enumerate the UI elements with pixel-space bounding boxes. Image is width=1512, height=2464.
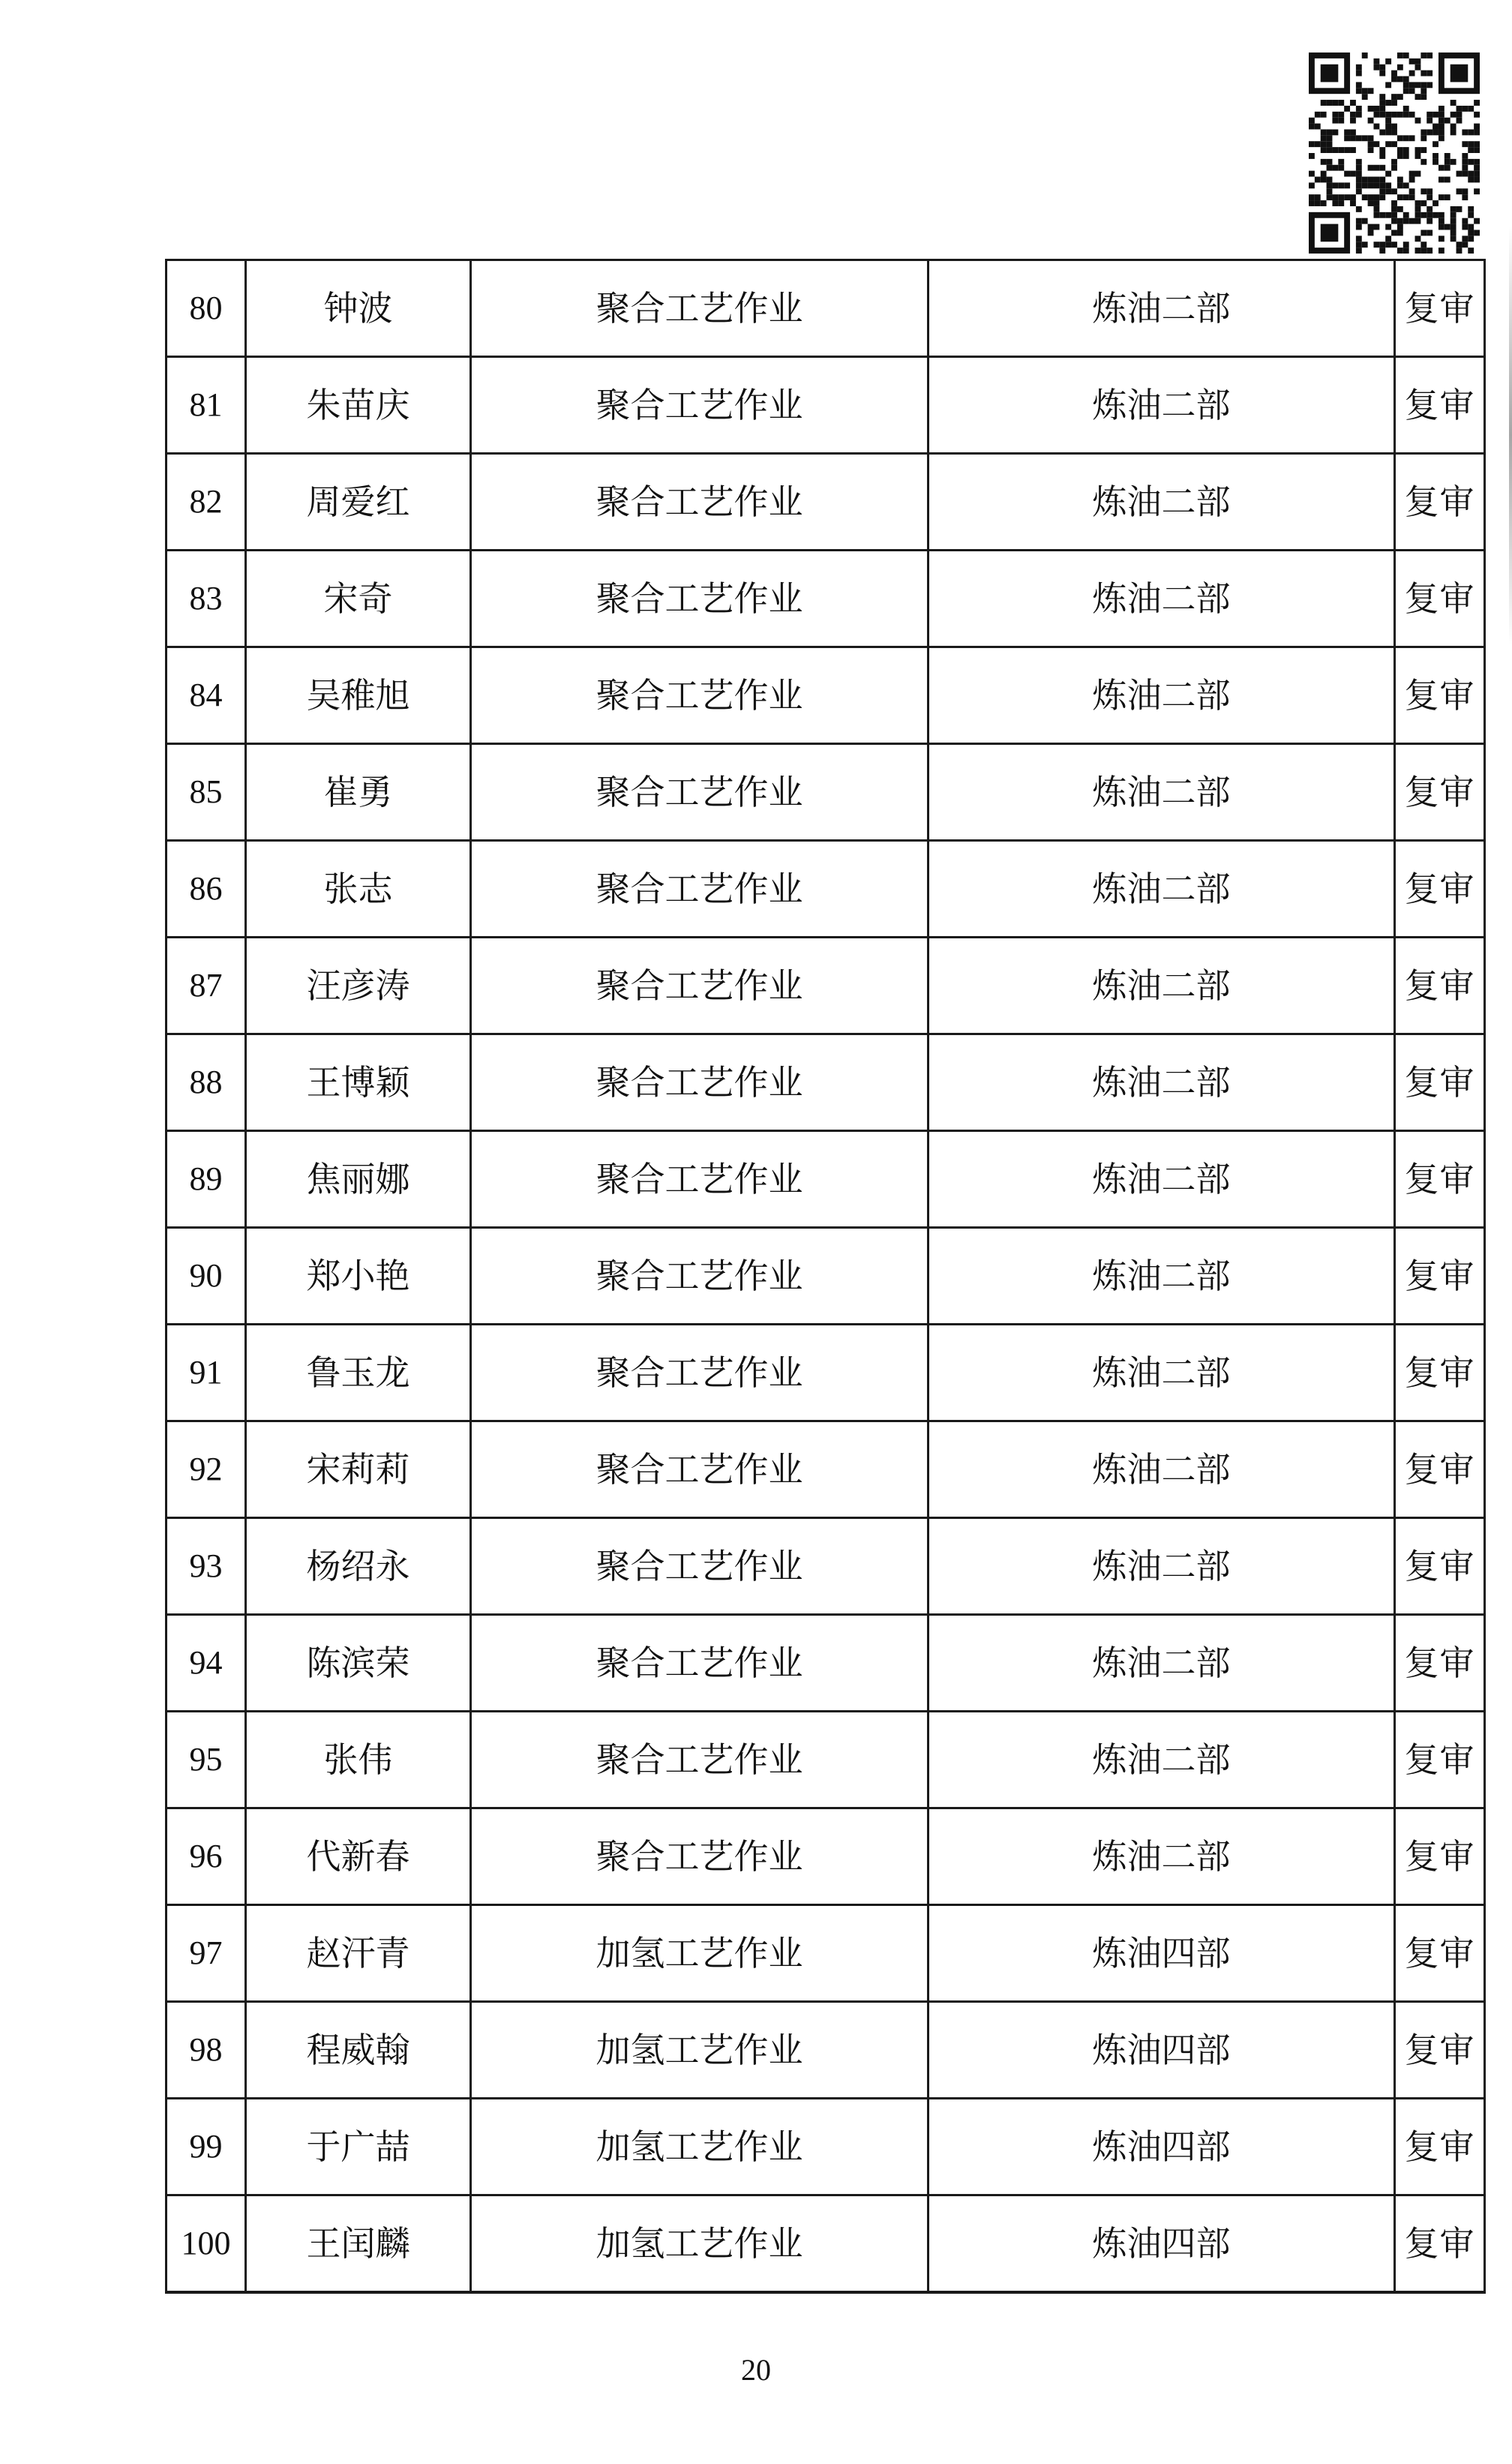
row-number-cell: 89: [166, 1131, 246, 1228]
person-name-cell: 周爱红: [246, 454, 471, 551]
work-type-cell: 聚合工艺作业: [471, 454, 928, 551]
row-number-cell: 81: [166, 357, 246, 454]
row-number-cell: 97: [166, 1905, 246, 2002]
department-cell: 炼油二部: [928, 1615, 1395, 1712]
person-name-cell: 王博颖: [246, 1034, 471, 1131]
department-cell: 炼油二部: [928, 1325, 1395, 1421]
review-status-cell: 复审: [1395, 1615, 1485, 1712]
work-type-cell: 聚合工艺作业: [471, 357, 928, 454]
row-number-cell: 80: [166, 260, 246, 357]
department-cell: 炼油二部: [928, 357, 1395, 454]
person-name-cell: 焦丽娜: [246, 1131, 471, 1228]
row-number-cell: 83: [166, 551, 246, 647]
table-row: [166, 1905, 1485, 2002]
department-cell: 炼油四部: [928, 1905, 1395, 2002]
table-row: [166, 1712, 1485, 1808]
department-cell: 炼油四部: [928, 2002, 1395, 2099]
table-row: [166, 260, 1485, 357]
review-status-cell: 复审: [1395, 1034, 1485, 1131]
person-name-cell: 程威翰: [246, 2002, 471, 2099]
work-type-cell: 聚合工艺作业: [471, 1712, 928, 1808]
table-row: [166, 2002, 1485, 2099]
department-cell: 炼油二部: [928, 454, 1395, 551]
row-number-cell: 85: [166, 744, 246, 841]
department-cell: 炼油二部: [928, 551, 1395, 647]
row-number-cell: 87: [166, 938, 246, 1034]
review-status-cell: 复审: [1395, 2002, 1485, 2099]
person-name-cell: 鲁玉龙: [246, 1325, 471, 1421]
row-number-cell: 92: [166, 1421, 246, 1518]
work-type-cell: 聚合工艺作业: [471, 841, 928, 938]
department-cell: 炼油四部: [928, 2195, 1395, 2293]
department-cell: 炼油二部: [928, 1808, 1395, 1905]
review-status-cell: 复审: [1395, 744, 1485, 841]
work-type-cell: 聚合工艺作业: [471, 1228, 928, 1325]
department-cell: 炼油二部: [928, 744, 1395, 841]
department-cell: 炼油二部: [928, 1712, 1395, 1808]
qr-code: [1309, 53, 1480, 254]
person-name-cell: 郑小艳: [246, 1228, 471, 1325]
person-name-cell: 王闰麟: [246, 2195, 471, 2293]
person-name-cell: 张志: [246, 841, 471, 938]
row-number-cell: 96: [166, 1808, 246, 1905]
table-row: [166, 938, 1485, 1034]
person-name-cell: 代新春: [246, 1808, 471, 1905]
person-name-cell: 宋莉莉: [246, 1421, 471, 1518]
work-type-cell: 聚合工艺作业: [471, 1518, 928, 1615]
work-type-cell: 加氢工艺作业: [471, 2002, 928, 2099]
work-type-cell: 聚合工艺作业: [471, 647, 928, 744]
personnel-table: [165, 259, 1486, 2294]
department-cell: 炼油二部: [928, 260, 1395, 357]
row-number-cell: 100: [166, 2195, 246, 2293]
person-name-cell: 杨绍永: [246, 1518, 471, 1615]
work-type-cell: 聚合工艺作业: [471, 551, 928, 647]
qr-code-icon: [1309, 53, 1480, 254]
page-number: 20: [741, 2353, 771, 2387]
work-type-cell: 聚合工艺作业: [471, 1421, 928, 1518]
table-row: [166, 1808, 1485, 1905]
work-type-cell: 加氢工艺作业: [471, 1905, 928, 2002]
work-type-cell: 聚合工艺作业: [471, 1034, 928, 1131]
work-type-cell: 聚合工艺作业: [471, 1808, 928, 1905]
review-status-cell: 复审: [1395, 1905, 1485, 2002]
row-number-cell: 98: [166, 2002, 246, 2099]
table-row: [166, 1325, 1485, 1421]
table-row: [166, 841, 1485, 938]
department-cell: 炼油二部: [928, 1034, 1395, 1131]
review-status-cell: 复审: [1395, 1228, 1485, 1325]
review-status-cell: 复审: [1395, 454, 1485, 551]
review-status-cell: 复审: [1395, 357, 1485, 454]
department-cell: 炼油二部: [928, 1421, 1395, 1518]
work-type-cell: 聚合工艺作业: [471, 1325, 928, 1421]
person-name-cell: 张伟: [246, 1712, 471, 1808]
table-row: [166, 647, 1485, 744]
review-status-cell: 复审: [1395, 647, 1485, 744]
review-status-cell: 复审: [1395, 1131, 1485, 1228]
review-status-cell: 复审: [1395, 1808, 1485, 1905]
department-cell: 炼油四部: [928, 2099, 1395, 2195]
row-number-cell: 82: [166, 454, 246, 551]
table-row: [166, 1615, 1485, 1712]
scan-edge: [1509, 225, 1512, 645]
department-cell: 炼油二部: [928, 1228, 1395, 1325]
work-type-cell: 聚合工艺作业: [471, 1615, 928, 1712]
row-number-cell: 93: [166, 1518, 246, 1615]
personnel-table-body: [166, 260, 1485, 2293]
table-row: [166, 744, 1485, 841]
table-row: [166, 357, 1485, 454]
review-status-cell: 复审: [1395, 2195, 1485, 2293]
row-number-cell: 88: [166, 1034, 246, 1131]
person-name-cell: 吴稚旭: [246, 647, 471, 744]
table-row: [166, 2099, 1485, 2195]
person-name-cell: 赵汗青: [246, 1905, 471, 2002]
review-status-cell: 复审: [1395, 2099, 1485, 2195]
person-name-cell: 汪彦涛: [246, 938, 471, 1034]
row-number-cell: 94: [166, 1615, 246, 1712]
person-name-cell: 陈滨荣: [246, 1615, 471, 1712]
work-type-cell: 聚合工艺作业: [471, 260, 928, 357]
row-number-cell: 95: [166, 1712, 246, 1808]
work-type-cell: 聚合工艺作业: [471, 1131, 928, 1228]
department-cell: 炼油二部: [928, 938, 1395, 1034]
work-type-cell: 加氢工艺作业: [471, 2195, 928, 2293]
row-number-cell: 90: [166, 1228, 246, 1325]
review-status-cell: 复审: [1395, 1712, 1485, 1808]
row-number-cell: 84: [166, 647, 246, 744]
person-name-cell: 崔勇: [246, 744, 471, 841]
work-type-cell: 加氢工艺作业: [471, 2099, 928, 2195]
department-cell: 炼油二部: [928, 1518, 1395, 1615]
department-cell: 炼油二部: [928, 1131, 1395, 1228]
department-cell: 炼油二部: [928, 647, 1395, 744]
table-row: [166, 1421, 1485, 1518]
table-row: [166, 1518, 1485, 1615]
row-number-cell: 86: [166, 841, 246, 938]
department-cell: 炼油二部: [928, 841, 1395, 938]
work-type-cell: 聚合工艺作业: [471, 938, 928, 1034]
table-row: [166, 2195, 1485, 2293]
review-status-cell: 复审: [1395, 551, 1485, 647]
review-status-cell: 复审: [1395, 1421, 1485, 1518]
table-row: [166, 1034, 1485, 1131]
person-name-cell: 朱苗庆: [246, 357, 471, 454]
review-status-cell: 复审: [1395, 841, 1485, 938]
table-row: [166, 454, 1485, 551]
person-name-cell: 于广喆: [246, 2099, 471, 2195]
review-status-cell: 复审: [1395, 938, 1485, 1034]
row-number-cell: 99: [166, 2099, 246, 2195]
person-name-cell: 宋奇: [246, 551, 471, 647]
review-status-cell: 复审: [1395, 260, 1485, 357]
review-status-cell: 复审: [1395, 1325, 1485, 1421]
table-row: [166, 551, 1485, 647]
person-name-cell: 钟波: [246, 260, 471, 357]
review-status-cell: 复审: [1395, 1518, 1485, 1615]
table-row: [166, 1131, 1485, 1228]
table-row: [166, 1228, 1485, 1325]
work-type-cell: 聚合工艺作业: [471, 744, 928, 841]
row-number-cell: 91: [166, 1325, 246, 1421]
